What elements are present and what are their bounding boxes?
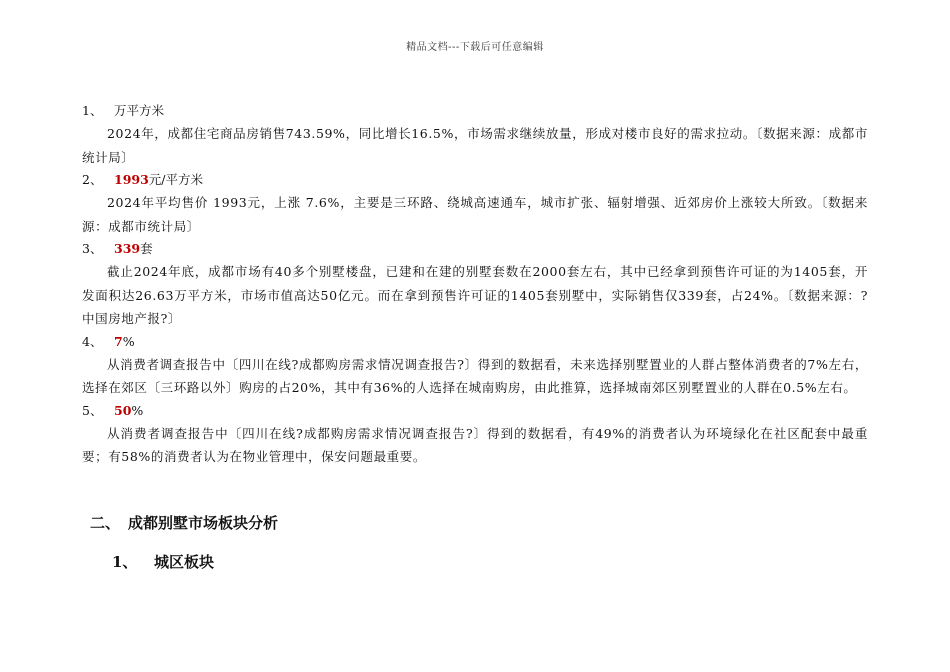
header-watermark: 精品文档---下载后可任意编辑 (406, 42, 544, 53)
subsection-number: 1、 (112, 553, 138, 571)
stat-paragraph: 2024年平均售价 1993元，上涨 7.6%，主要是三环路、绕城高速通车，城市扩张、辐射增强、近郊房价上涨较大所致。〔数据来源：成都市统计局〕 (82, 195, 868, 234)
stat-value: 339 (114, 241, 141, 256)
stat-paragraph: 从消费者调查报告中〔四川在线?成都购房需求情况调查报告?〕得到的数据看，未来选择别墅置业的人群占整体消费者的7%左右，选择在郊区〔三环路以外〕购房的占20%，其中有36%的人选择在城南购房，由此推算，选择城南郊区别墅置业的人群在0.5%左右。 (82, 356, 868, 395)
stat-item-2 (82, 169, 868, 238)
stat-unit: 元/平方米 (148, 172, 204, 187)
stat-unit: 万平方米 (114, 103, 165, 118)
stat-heading (82, 100, 868, 122)
subsection-title: 城区板块 (154, 553, 215, 571)
stat-number: 1、 (82, 103, 103, 118)
stat-unit: % (131, 402, 144, 418)
stat-item-1 (82, 100, 868, 169)
stat-unit: % (122, 333, 135, 349)
section-heading-market-analysis (90, 512, 278, 533)
stat-paragraph: 从消费者调查报告中〔四川在线?成都购房需求情况调查报告?〕得到的数据看，有49%的消费者认为环境绿化在社区配套中最重要；有58%的消费者认为在物业管理中，保安问题最重要。 (82, 425, 868, 464)
stat-item-5 (82, 400, 868, 469)
stat-number: 3、 (82, 241, 103, 256)
stat-unit: 套 (140, 241, 153, 256)
stat-value: 7 (114, 333, 123, 349)
stat-heading (82, 169, 868, 191)
stat-heading (82, 331, 868, 353)
stat-number: 2、 (82, 172, 103, 187)
section-title: 成都别墅市场板块分析 (128, 514, 279, 532)
document-body (82, 100, 868, 469)
stat-value: 50 (114, 402, 132, 418)
section-number: 二、 (90, 514, 121, 532)
stat-value: 1993 (114, 172, 149, 187)
stat-item-3 (82, 238, 868, 331)
stat-paragraph: 2024年，成都住宅商品房销售743.59%，同比增长16.5%，市场需求继续放量，形成对楼市良好的需求拉动。〔数据来源：成都市统计局〕 (82, 126, 868, 165)
stat-number: 4、 (82, 333, 103, 349)
subsection-heading-urban-district (112, 551, 214, 572)
stat-item-4 (82, 331, 868, 400)
stat-paragraph: 截止2024年底，成都市场有40多个别墅楼盘，已建和在建的别墅套数在2000套左右，其中已经拿到预售许可证的为1405套，开发面积达26.63万平方米，市场市值高达50亿元。而在拿到预售许可证的1405套别墅中，实际销售仅339套，占24%。〔数据来源：?中国房地产报?〕 (82, 264, 868, 326)
stat-heading (82, 238, 868, 260)
stat-heading (82, 400, 868, 422)
stat-number: 5、 (82, 402, 103, 418)
